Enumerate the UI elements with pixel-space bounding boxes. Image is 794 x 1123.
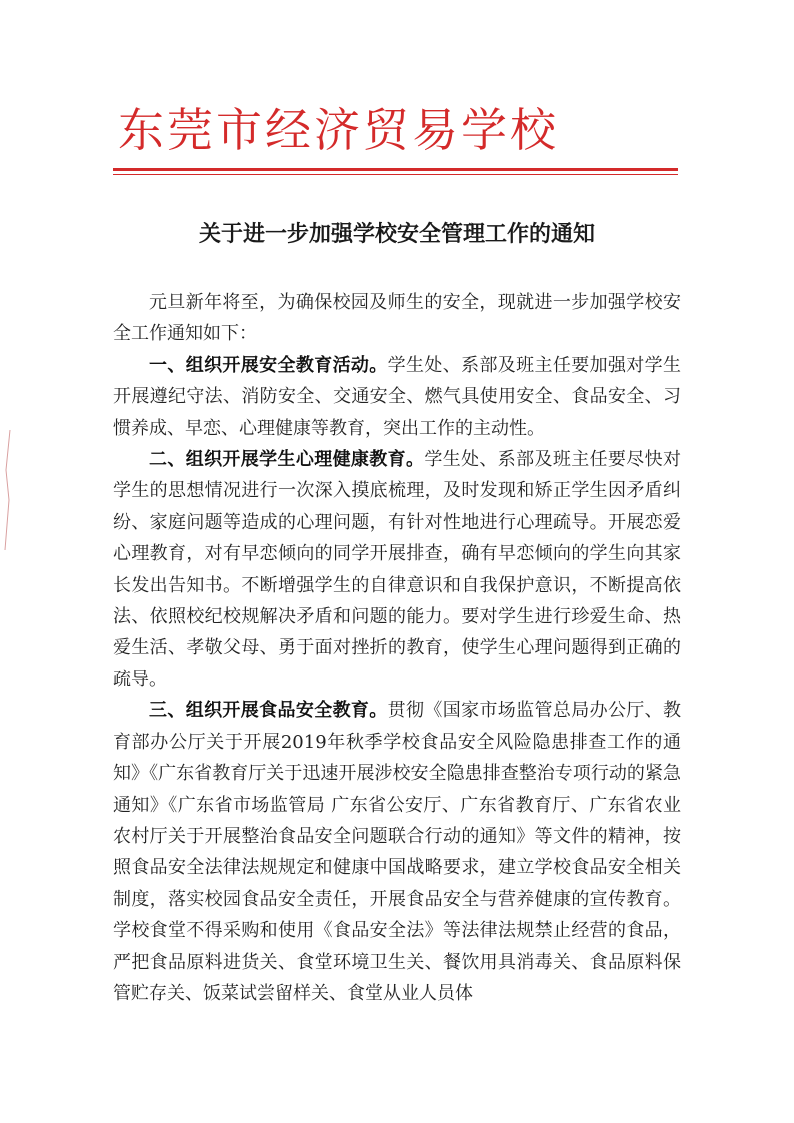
scan-artifact-mark: [4, 430, 12, 550]
section-2-text: 学生处、系部及班主任要尽快对学生的思想情况进行一次深入摸底梳理，及时发现和矫正学生因矛盾纠纷、家庭问题等造成的心理问题，有针对性地进行心理疏导。开展恋爱心理教育，对有早恋倾向的同学开展排查，确有早恋倾向的学生向其家长发出告知书。不断增强学生的自律意识和自我保护意识，不断提高依法、依照校纪校规解决矛盾和问题的能力。要对学生进行珍爱生命、热爱生活、孝敬父母、勇于面对挫折的教育，使学生心理问题得到正确的疏导。: [113, 449, 682, 690]
paragraph-section-3: [113, 695, 681, 1009]
section-3-text: 贯彻《国家市场监管总局办公厅、教育部办公厅关于开展2019年秋季学校食品安全风险隐患排查工作的通知》《广东省教育厅关于迅速开展涉校安全隐患排查整治专项行动的紧急通知》《广东省市场监管局 广东省公安厅、广东省教育厅、广东省农业农村厅关于开展整治食品安全问题联合行动的通知》等文件的精神，按照食品安全法律法规规定和健康中国战略要求，建立学校食品安全相关制度，落实校园食品安全责任，开展食品安全与营养健康的宣传教育。学校食堂不得采购和使用《食品安全法》等法律法规禁止经营的食品，严把食品原料进货关、食堂环境卫生关、餐饮用具消毒关、食品原料保管贮存关、饭菜试尝留样关、食堂从业人员体: [113, 700, 682, 1004]
section-1-text: 学生处、系部及班主任要加强对学生开展遵纪守法、消防安全、交通安全、燃气具使用安全、食品安全、习惯养成、早恋、心理健康等教育，突出工作的主动性。: [113, 354, 682, 439]
school-letterhead: 东莞市经济贸易学校: [118, 103, 559, 157]
paragraph-section-2: [113, 444, 681, 695]
paragraph-intro-text: 元旦新年将至，为确保校园及师生的安全，现就进一步加强学校安全工作通知如下：: [113, 292, 681, 345]
document-body: [113, 287, 681, 1009]
document-title: 关于进一步加强学校安全管理工作的通知: [198, 221, 595, 247]
section-2-heading: 二、组织开展学生心理健康教育。: [149, 449, 425, 471]
section-3-heading: 三、组织开展食品安全教育。: [149, 700, 388, 722]
letterhead-rule-thin: [113, 174, 678, 175]
section-1-heading: 一、组织开展安全教育活动。: [149, 354, 388, 376]
paragraph-section-1: [113, 350, 681, 444]
paragraph-intro: [113, 287, 681, 350]
letterhead-rule-thick: [113, 168, 678, 171]
